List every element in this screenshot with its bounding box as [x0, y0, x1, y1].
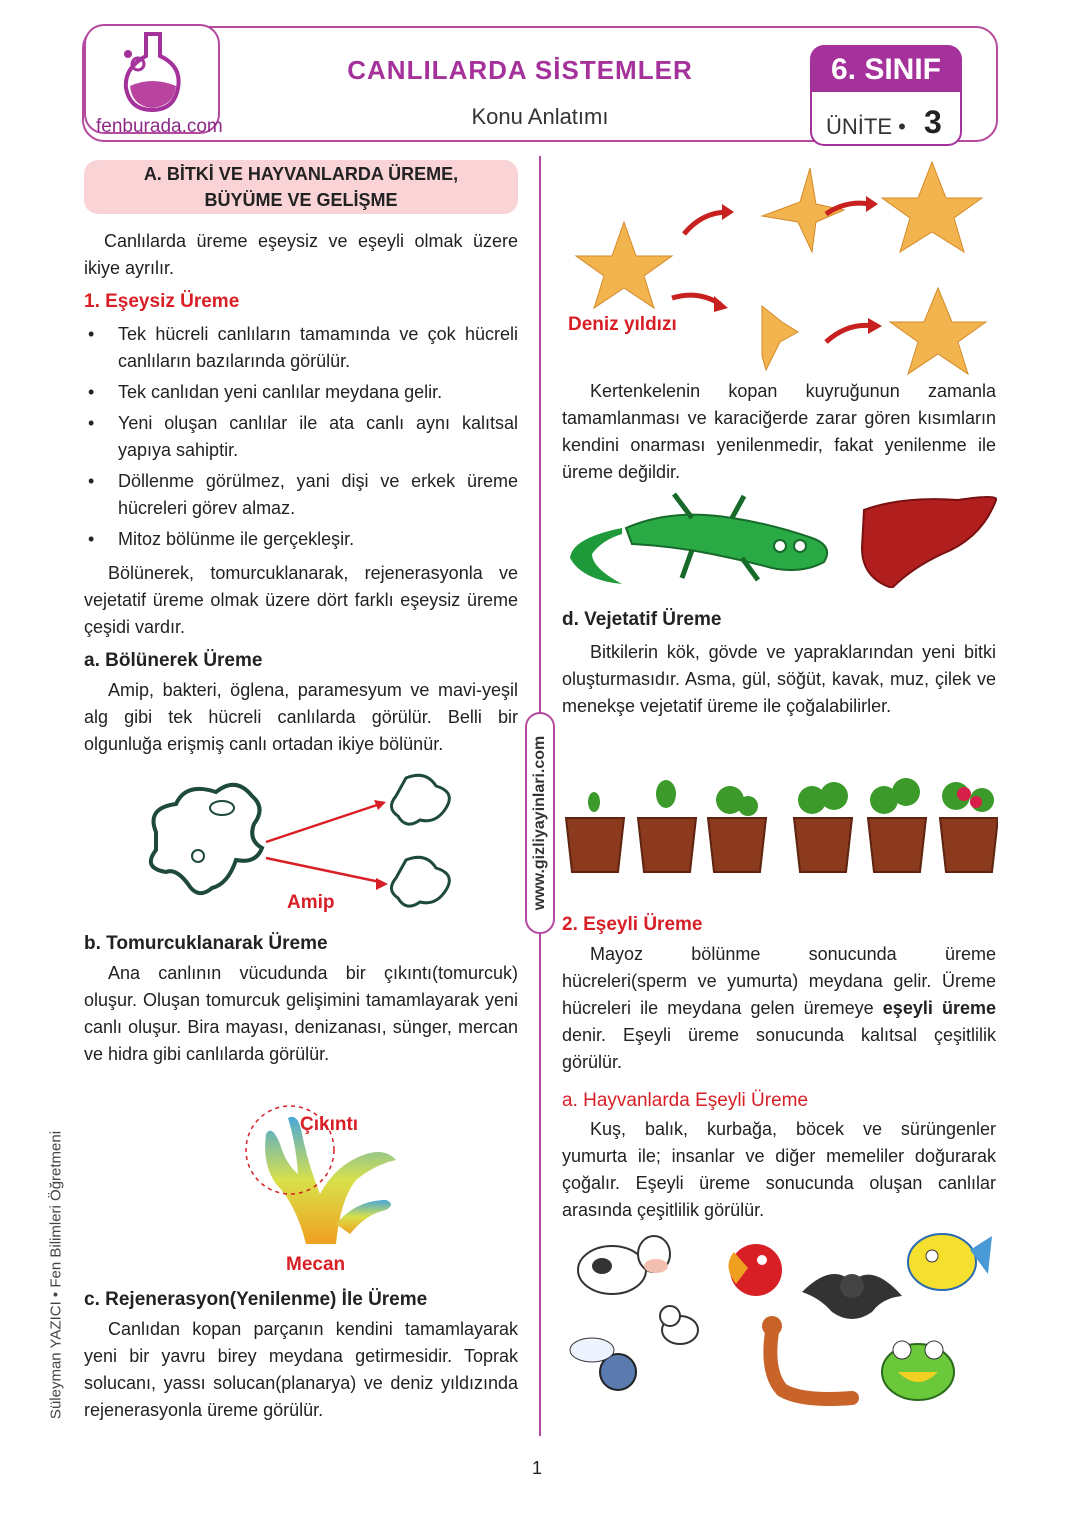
animals-illustration [562, 1222, 998, 1418]
page-subtitle: Konu Anlatımı [471, 104, 609, 129]
worm-icon [762, 1316, 852, 1399]
bullet-item: • Döllenme görülmez, yani dişi ve erkek üreme hücreleri görev almaz. [84, 468, 518, 522]
amoeba-caption: Amip [287, 892, 335, 913]
cow-icon [578, 1236, 670, 1294]
starfish-5 [890, 288, 986, 374]
bullet-item: • Tek hücreli canlıların tamamında ve çok hücreli canlıların bazılarında görülür. [84, 321, 518, 375]
author-credit: Süleyman YAZICI • Fen Bilimleri Öğretmeni [47, 1130, 65, 1420]
unit-number: 3 [924, 104, 942, 140]
starfish-1 [576, 222, 672, 308]
page-number: 1 [532, 1458, 543, 1478]
sexual-bold-term: eşeyli üreme [882, 998, 996, 1018]
sexual-text-part1: Mayoz bölünme sonucunda üreme hücreleri(sperm ve yumurta) meydana gelir. Üreme hücreleri ile meydana gelen üremeye [562, 944, 996, 1018]
fission-paragraph: Amip, bakteri, öglena, paramesyum ve mavi-yeşil alg gibi tek hücreli canlılarda görülür. Belli bir olgunluğa erişmiş canlı ortadan ikiye bölünür. [84, 680, 518, 754]
bat-icon [802, 1274, 902, 1319]
lizard-paragraph: Kertenkelenin kopan kuyruğunun zamanla tamamlanması ve karaciğerde zarar gören kısımların kendini onarması yenilenmedir, fakat yenilenme ile üreme değildir. [562, 381, 996, 482]
section-title-line1: A. BİTKİ VE HAYVANLARDA ÜREME, [143, 164, 459, 184]
budding-paragraph: Ana canlının vücudunda bir çıkıntı(tomurcuk) oluşur. Oluşan tomurcuk gelişimini tamamlayarak yeni canlı oluşur. Bira mayası, denizanası, sünger, mercan ve hidra gibi canlılarda görülür. [84, 963, 518, 1064]
section-title-line2: BÜYÜME VE GELİŞME [204, 190, 398, 210]
flask-logo-icon [86, 26, 218, 126]
starfish-regeneration-illustration [562, 156, 998, 378]
grade-badge: 6. SINIF [810, 45, 962, 95]
bullet-item: • Mitoz bölünme ile gerçekleşir. [84, 526, 518, 553]
liver [862, 497, 996, 588]
asexual-bullet-list [84, 321, 518, 557]
budding-heading: b. Tomurcuklanarak Üreme [84, 933, 328, 954]
bullet-item: • Yeni oluşan canlılar ile ata canlı aynı kalıtsal yapıya sahiptir. [84, 410, 518, 464]
veg-heading: d. Vejetatif Üreme [562, 609, 722, 630]
starfish-caption: Deniz yıldızı [568, 314, 677, 335]
asexual-heading: 1. Eşeysiz Üreme [84, 291, 240, 312]
frog-icon [882, 1341, 954, 1400]
website-text[interactable]: www.gizliyayinlari.com [531, 735, 548, 911]
types-paragraph: Bölünerek, tomurcuklanarak, rejenerasyonla ve vejetatif üreme olmak üzere dört farklı eşeysiz üreme çeşidi vardır. [84, 563, 518, 637]
parrot-icon [728, 1244, 782, 1296]
regen-heading: c. Rejenerasyon(Yenilenme) İle Üreme [84, 1289, 428, 1310]
veg-paragraph: Bitkilerin kök, gövde ve yapraklarından yeni bitki oluşturmasıdır. Asma, gül, söğüt, kavak, muz, çilek ve menekşe vejetatif üreme ile çoğalabilirler. [562, 642, 996, 716]
coral-caption: Mecan [286, 1254, 346, 1275]
vegetative-growth-pots-illustration [562, 772, 998, 882]
page-title: CANLILARDA SİSTEMLER [347, 55, 693, 85]
lizard-liver-illustration [562, 488, 998, 588]
sexual-paragraph [562, 941, 996, 1076]
unit-label: ÜNİTE • [826, 114, 906, 139]
animal-paragraph: Kuş, balık, kurbağa, böcek ve sürüngenler yumurta ile; insanlar ve diğer memeliler doğurarak çoğalır. Eşeyli üreme sonucunda oluşan canlılar arasında çeşitlilik görülür. [562, 1119, 996, 1220]
starfish-3 [882, 162, 982, 252]
lizard-tail [570, 528, 622, 584]
fly-icon [570, 1338, 636, 1390]
section-title-box [84, 160, 518, 214]
sexual-heading: 2. Eşeyli Üreme [562, 914, 703, 935]
sexual-text-part2: denir. Eşeyli üreme sonucunda kalıtsal çeşitlilik görülür. [562, 1025, 996, 1072]
intro-paragraph: Canlılarda üreme eşeysiz ve eşeyli olmak üzere ikiye ayrılır. [84, 231, 518, 278]
starfish-4 [762, 306, 798, 370]
logo-text[interactable]: fenburada.com [96, 116, 223, 137]
bullet-item: • Tek canlıdan yeni canlılar meydana gelir. [84, 379, 518, 406]
regen-paragraph: Canlıdan kopan parçanın kendini tamamlayarak yeni bir yavru birey meydana getirmesidir. Toprak solucanı, yassı solucan(planarya) ve deniz yıldızında rejenerasyonla üreme görülür. [84, 1319, 518, 1420]
animal-heading: a. Hayvanlarda Eşeyli Üreme [562, 1090, 809, 1111]
fish-icon [908, 1234, 992, 1290]
calf-icon [660, 1306, 698, 1344]
bud-label: Çıkıntı [300, 1114, 359, 1135]
fission-heading: a. Bölünerek Üreme [84, 650, 263, 671]
